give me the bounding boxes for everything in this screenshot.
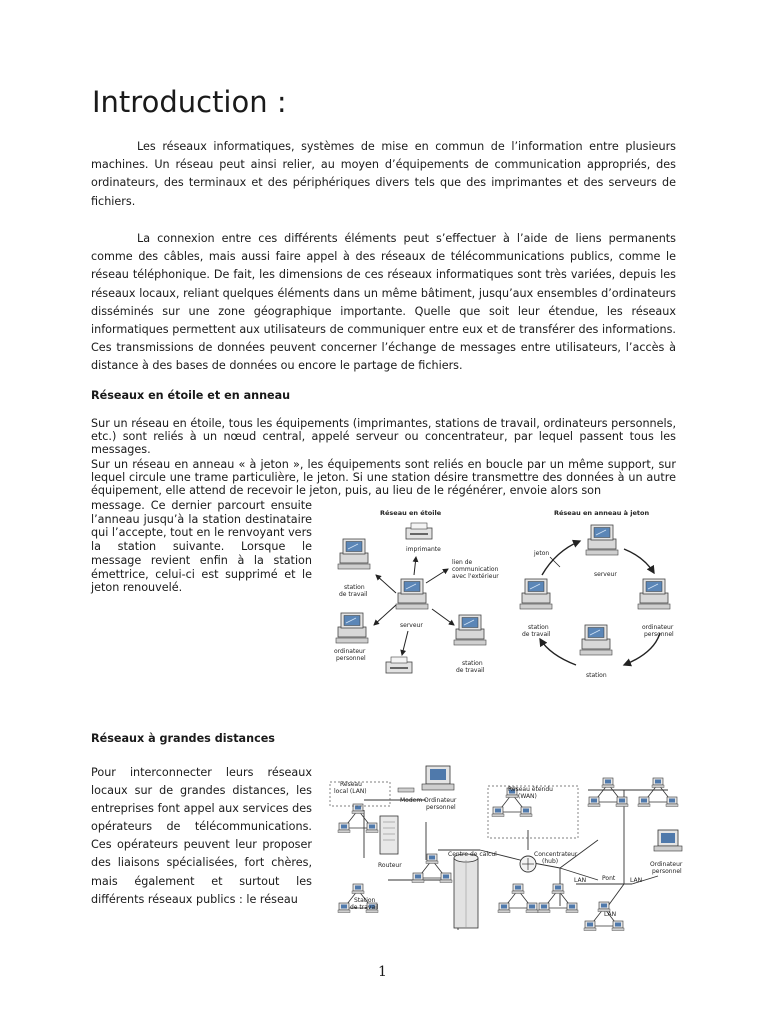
svg-text:Ordinateur: Ordinateur <box>650 861 683 868</box>
svg-text:station: station <box>344 584 365 591</box>
svg-text:LAN: LAN <box>574 877 587 884</box>
lan-cluster-icon <box>588 778 628 807</box>
computing-center-icon <box>454 854 478 928</box>
svg-text:Centre de calcul: Centre de calcul <box>448 851 497 858</box>
svg-text:personnel: personnel <box>426 804 456 811</box>
svg-text:serveur: serveur <box>594 571 617 578</box>
wide-area-network-diagram <box>328 760 688 936</box>
svg-text:communication: communication <box>452 566 499 573</box>
svg-text:Routeur: Routeur <box>378 862 402 869</box>
svg-text:(WAN): (WAN) <box>518 793 537 800</box>
star-paragraph: Sur un réseau en étoile, tous les équipements (imprimantes, stations de travail, ordinateurs personnels, etc.) sont reliés à un nœud central, appelé serveur ou concentrateur, par lequel passent tous les messages. <box>91 417 676 457</box>
ring-server-icon <box>586 525 618 555</box>
svg-text:lien de: lien de <box>452 559 473 566</box>
lan-cluster-icon <box>638 778 678 807</box>
svg-text:(hub): (hub) <box>542 858 559 865</box>
page-number: 1 <box>378 964 387 980</box>
server-icon <box>396 579 428 609</box>
ring-station-icon <box>580 625 612 655</box>
svg-text:station: station <box>528 624 549 631</box>
svg-text:Modem: Modem <box>400 797 423 804</box>
svg-text:personnel: personnel <box>336 655 366 662</box>
hub-icon <box>520 856 536 872</box>
svg-text:de travail: de travail <box>456 667 485 674</box>
star-ring-network-diagram <box>328 505 680 683</box>
svg-text:ordinateur: ordinateur <box>642 624 674 631</box>
svg-text:personnel: personnel <box>652 868 682 875</box>
svg-text:serveur: serveur <box>400 622 423 629</box>
svg-text:imprimante: imprimante <box>406 546 441 553</box>
svg-text:station: station <box>462 660 483 667</box>
printer-icon <box>406 523 432 539</box>
intro-paragraph-2: La connexion entre ces différents éléments peut s’effectuer à l’aide de liens permanents comme des câbles, mais aussi faire appel à des réseaux de télécommunications publics, comme le réseau téléphonique. De fait, les dimensions de ces réseaux informatiques sont très variées, depuis les réseaux locaux, reliant quelques éléments dans un même bâtiment, jusqu’aux ensembles d’ordinateurs disséminés sur une zone géographique importante. Quelle que soit leur étendue, les réseaux informatiques permettent aux utilisateurs de communiquer entre eux et de transférer des informations. Ces transmissions de données peuvent concerner l’échange de messages entre utilisateurs, l’accès à distance à des bases de données ou encore le partage de fichiers. <box>91 232 676 373</box>
workstation-icon <box>454 615 486 645</box>
workstation-icon <box>338 539 370 569</box>
lan-cluster-icon <box>338 804 378 833</box>
svg-text:Réseau étendu: Réseau étendu <box>508 786 553 793</box>
svg-text:station: station <box>586 672 607 679</box>
svg-text:LAN: LAN <box>604 911 617 918</box>
ring-personal-computer-icon <box>638 579 670 609</box>
modem-pc-icon <box>398 766 454 792</box>
svg-text:jeton: jeton <box>534 550 550 557</box>
svg-text:avec l'extérieur: avec l'extérieur <box>452 573 499 580</box>
ring-diagram-title: Réseau en anneau à jeton <box>554 509 650 517</box>
lan-cluster-icon <box>498 884 538 913</box>
personal-computer-right-icon <box>654 830 682 851</box>
svg-text:de travail: de travail <box>522 631 551 638</box>
svg-text:Réseau: Réseau <box>340 781 362 788</box>
printer-icon <box>386 657 412 673</box>
svg-text:Pont: Pont <box>602 875 616 882</box>
svg-text:local (LAN): local (LAN) <box>334 788 367 795</box>
svg-text:personnel: personnel <box>644 631 674 638</box>
star-diagram-title: Réseau en étoile <box>380 509 442 517</box>
ring-paragraph-continued: message. Ce dernier parcourt ensuite l’anneau jusqu’à la station destinataire qui l’accepte, tout en le renvoyant vers la station suivante. Lorsque le message revient enfin à la station émettrice, celui-ci est supprimé et le jeton renouvelé. <box>91 499 312 595</box>
lan-cluster-icon <box>412 854 452 883</box>
ring-paragraph: Sur un réseau en anneau « à jeton », les équipements sont reliés en boucle par un même support, sur lequel circule une trame particulière, le jeton. Si une station désire transmettre des données à un autre équipement, elle attend de recevoir le jeton, puis, au lieu de le régénérer, envoie alors son <box>91 458 676 498</box>
svg-text:de travail: de travail <box>350 904 379 911</box>
svg-text:LAN: LAN <box>630 877 643 884</box>
router-icon <box>380 816 398 854</box>
page-title: Introduction : <box>92 85 287 119</box>
svg-text:ordinateur: ordinateur <box>334 648 366 655</box>
section-heading-wan: Réseaux à grandes distances <box>91 732 275 745</box>
section-heading-star-ring: Réseaux en étoile et en anneau <box>91 389 291 402</box>
svg-text:Concentrateur: Concentrateur <box>534 851 578 858</box>
lan-cluster-icon <box>538 884 578 913</box>
svg-text:de travail: de travail <box>339 591 368 598</box>
personal-computer-icon <box>336 613 368 643</box>
svg-text:Ordinateur: Ordinateur <box>424 797 457 804</box>
intro-paragraph-1: Les réseaux informatiques, systèmes de mise en commun de l’information entre plusieurs machines. Un réseau peut ainsi relier, au moyen d’équipements de communication appropriés, des ordinateurs, des terminaux et des périphériques divers tels que des imprimantes et des serveurs de fichiers. <box>91 140 676 208</box>
ring-workstation-icon <box>520 579 552 609</box>
wan-paragraph: Pour interconnecter leurs réseaux locaux sur de grandes distances, les entreprises font appel aux services des opérateurs de télécommunications. Ces opérateurs peuvent leur proposer des liaisons spécialisées, fort chères, mais également et surtout les différents réseaux publics : le réseau <box>91 766 312 906</box>
svg-text:Station: Station <box>354 897 376 904</box>
